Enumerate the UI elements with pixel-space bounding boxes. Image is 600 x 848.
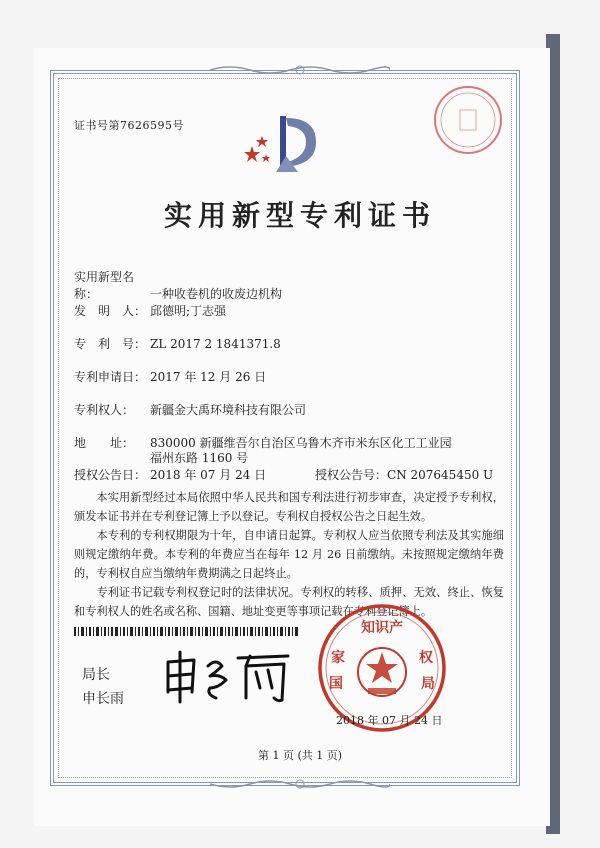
- page-footer: 第 1 页 (共 1 页): [257, 749, 343, 762]
- patent-holder-label: 专利权人：: [74, 403, 135, 417]
- address-value-line2: 福州东路 1160 号: [150, 451, 249, 465]
- grant-number-value: CN 207645450 U: [387, 468, 494, 482]
- field-utility-name: [74, 268, 282, 302]
- grant-date-label: 授权公告日：: [74, 468, 147, 482]
- address-value-line1: 830000 新疆维吾尔自治区乌鲁木齐市米东区化工工业园: [150, 436, 452, 450]
- patent-number-label: 专 利 号：: [74, 337, 147, 351]
- field-grant-date: [74, 466, 266, 483]
- paragraph-3: 专利证书记载专利权登记时的法律状况。专利权的转移、质押、无效、终止、恢复和专利权人的姓名或名称、国籍、地址变更等事项记载在专利登记簿上。: [74, 586, 504, 618]
- filing-date-label: 专利申请日：: [74, 370, 147, 384]
- page-title: 实用新型专利证书: [163, 199, 436, 232]
- grant-date-value: 2018 年 07 月 24 日: [150, 468, 267, 482]
- certificate-number: 证书号第7626595号: [74, 119, 184, 132]
- utility-name-value: 一种收卷机的收废边机构: [150, 287, 283, 301]
- address-label: 地 址：: [74, 436, 135, 450]
- field-patent-number: [74, 335, 281, 352]
- inventor-label: 发 明 人：: [74, 304, 147, 318]
- svg-text:家: 家: [331, 650, 345, 666]
- signatory-name: 申长雨: [82, 691, 124, 707]
- seal-date: 2018 年 07 月 24 日: [336, 714, 443, 727]
- top-ornament: [210, 64, 390, 76]
- field-inventor: [74, 302, 226, 319]
- svg-text:权: 权: [419, 650, 433, 666]
- field-grant-number: [315, 466, 493, 483]
- paragraph-1: 本实用新型经过本局依照中华人民共和国专利法进行初步审查，决定授予专利权，颁发本证书并在专利登记簿上予以登记。专利权自授权公告之日起生效。: [74, 491, 504, 523]
- filing-date-value: 2017 年 12 月 26 日: [150, 370, 267, 384]
- patent-number-value: ZL 2017 2 1841371.8: [150, 337, 281, 351]
- svg-text:国: 国: [329, 676, 343, 692]
- field-filing-date: [74, 368, 266, 385]
- signatory-role: 局长: [82, 667, 110, 683]
- small-official-stamp-icon: [432, 84, 504, 156]
- handwritten-signature-icon: [160, 648, 300, 706]
- barcode-icon: [74, 627, 300, 636]
- utility-name-label: 实用新型名称：: [74, 270, 135, 301]
- paragraph-2: 本专利的专利权期限为十年，自申请日起算。专利权人应当依照专利法及其实施细则规定缴纳年费。本专利的年费应当在每年 12 月 26 日前缴纳。未按照规定缴纳年费的，专利权自应当缴纳年费期满之日起终止。: [74, 529, 504, 580]
- grant-number-label: 授权公告号：: [315, 468, 388, 482]
- signature-block: [82, 663, 124, 711]
- field-patent-holder: [74, 401, 306, 418]
- bottom-ornament: [210, 778, 390, 790]
- svg-text:知识产: 知识产: [361, 620, 403, 636]
- patent-holder-value: 新疆金大禹环境科技有限公司: [150, 403, 307, 417]
- inventor-value: 邱德明;丁志强: [150, 304, 227, 318]
- svg-text:局: 局: [421, 676, 435, 692]
- field-address: [74, 434, 452, 451]
- patent-office-logo-icon: [236, 106, 332, 178]
